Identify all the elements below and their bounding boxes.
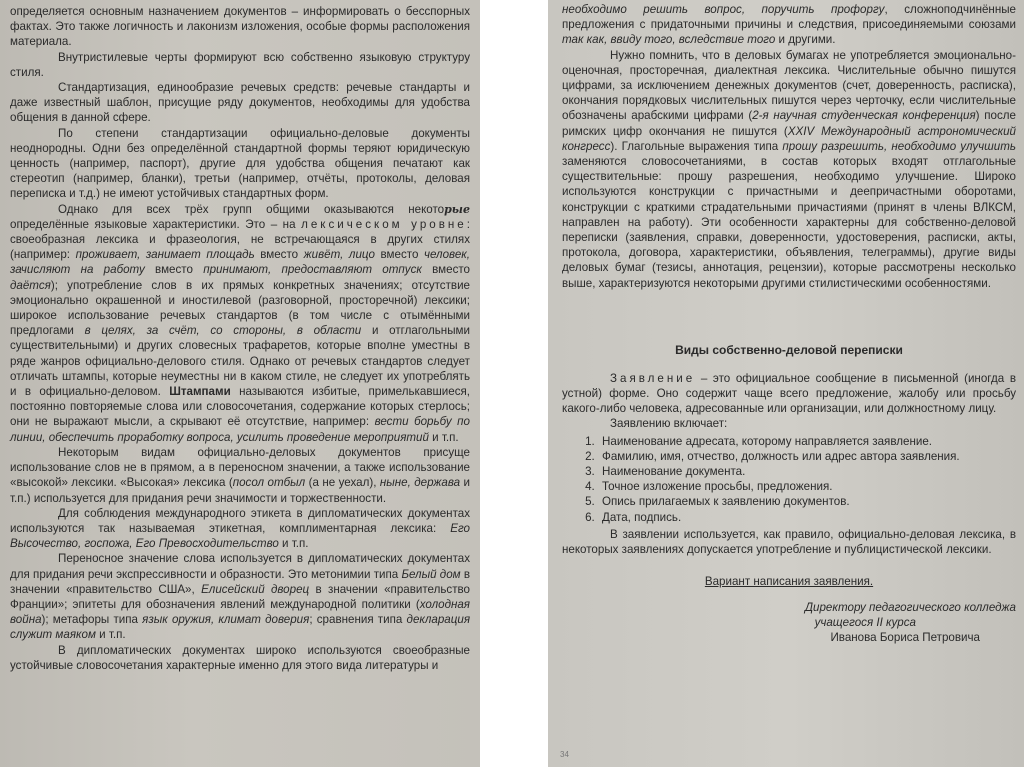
text-run: в целях, за счёт, со стороны, в области [84,324,362,338]
section-heading: Виды собственно-деловой переписки [675,342,903,357]
text-run: Белый дом [401,567,461,581]
text-run: (а не уехал), [305,476,380,490]
paragraph [562,2,1016,48]
text-run: и отглагольными существительными) и других словесных трафаретов, которые вполне уместны в ряде жанров официально-делового стиля. Однако от речевых стандартов следует отличать штампы, которые неуместны ни в каком стиле, не следует их употреблять и в официально-деловом. [10,324,470,399]
text-run: и т.п. [428,430,459,444]
page-number: 34 [560,750,569,759]
text-run: даётся [10,278,51,292]
text-run: : своеобразная лексика и фразеология, не встречающаяся в других стилях (например: [10,217,470,262]
list-item: 2. Фамилию, имя, отчество, должность или адрес автора заявления. [598,449,1016,464]
text-run: Для соблюдения международного этикета в дипломатических документах используются так называемая этикетная, комплиментарная лексика: [10,506,470,535]
list-item: 5. Опись прилагаемых к заявлению документов. [598,494,1016,509]
text-run: заменяются словосочетаниями, в состав которых входят отглагольные существительные: прошу разрешения, необходимо улучшение. Широко используются конструкции с причастными и деепричастными оборотами, конструкции с краткими страдательными причастиями (принят в члены ВЛКСМ, направлен на работу). Эти особенности характерны для собственно-деловой переписки (заявления, справки, доверенности, удостоверения, расписки, акты, протокола, договора, характеристики, объявления, телеграммы), другие виды деловых бумаг (тезисы, аннотация, рецензии), которые рассмотрены несколько выше, характеризуются некоторыми другими стилистическими особенностями. [562,155,1016,290]
left-page [0,0,480,767]
paragraph [562,48,1016,291]
text-run: декларация служит маяком [10,613,471,642]
definition-term: Заявление [610,371,696,385]
text-run: Однако для всех трёх групп общими оказываются некото [58,202,445,216]
text-run: вести борьбу по линии, обеспечить проработку вопроса, усилить проведение мероприятий [10,415,470,444]
text-run: ныне, держава [379,476,461,490]
paragraph [10,551,470,642]
list-intro: Заявлению включает: [610,417,728,431]
text-run: В дипломатических документах широко используются своеобразные устойчивые словосочетания характерные именно для этого вида литературы и [10,643,470,672]
text-run: холодная война [10,597,470,627]
requirements-list [562,434,1016,525]
text-run: Стандартизация, единообразие речевых средств: речевые стандарты и даже известный шаблон, присущие ряду документов, необходимы для удобства общения в данной сфере. [10,81,470,125]
definition-text: – это официальное сообщение в письменной (иногда в устной) форме. Оно содержит чаще всего предложение, жалобу или просьбу какого-либо человека, адресованные или организации, или должностному лицу. [562,371,1016,416]
text-run: Штампами [169,385,231,399]
paragraph [10,126,470,202]
text-run: Елисейский дворец [201,582,310,596]
text-run: язык оружия, климат доверия [142,613,310,627]
signature-block [562,600,1016,645]
text-run: посол отбыл [232,476,306,490]
text-run: определённые языковые характеристики. Это – на [10,217,302,231]
text-run: и т.п.) используется для придания речи значимости и торжественности. [10,476,471,505]
paragraph [10,445,470,506]
paragraph [10,4,470,50]
text-run: и т.п. [278,537,309,551]
list-item: 4. Точное изложение просьбы, предложения. [598,479,1016,494]
text-run: и другими. [775,33,836,47]
text-run: прошу разрешить, необходимо улучшить [782,139,1016,153]
text-run: ). Глагольные выражения типа [610,139,783,153]
right-page-text [562,2,1016,291]
text-run: так как, ввиду того, вследствие того [562,33,776,47]
paragraph [10,50,470,80]
text-run: рые [444,202,470,216]
paragraph [10,80,470,126]
text-run: необходимо решить вопрос, поручить профоргу [562,3,885,16]
text-run: Переносное значение слова используется в дипломатических документах для придания речи экспрессивности и образности. Это метонимии типа [10,552,470,581]
text-run: живёт, лицо [303,248,375,262]
list-item: 3. Наименование документа. [598,464,1016,479]
definition-paragraph [562,371,1016,417]
text-run: Внутристилевые черты формируют всю собственно языковую структуру стиля. [10,50,470,79]
signature-line-2: учащегося II курса [814,616,916,630]
paragraph [10,643,470,673]
list-item: 1. Наименование адресата, которому направляется заявление. [598,434,1016,449]
text-run: ); употребление слов в их прямых конкретных значениях; отсутствие эмоционально окрашенной и иностилевой (разговорной, просторечной) лексики; широкое использование речевых стандартов (в том числе с отымёнными предлогами [10,278,470,338]
text-run: лексическом уровне [301,217,467,231]
text-run: По степени стандартизации официально-деловые документы неоднородны. Одни без определённой стандартной формы теряют юридическую ценность (например, паспорт), другие для удобства общения печатают как стереотип (например, бланки), третьи (например, отчёты, протоколы, деловая переписка и т.д.) не имеют устойчивых стандартных форм. [10,126,470,201]
text-run: определяется основным назначением документов – информировать о бесспорных фактах. Это также логичность и лаконизм изложения, особые формы расположения материала. [10,5,470,49]
text-run: принимают, предоставляют отпуск [203,263,422,277]
signature-line-1: Директору педагогического колледжа [804,601,1016,615]
text-run: называются избитые, примелькавшиеся, постоянно повторяемые слова или словосочетания, содержание которых стерлось; они не выражают мысли, а скрывают её отсутствие, например: [10,385,470,429]
text-run: человек, зачисляют на работу [10,248,470,277]
text-run: ) после римских цифр окончания не пишутся ( [562,109,1016,138]
text-run: , сложноподчинённые предложения с придаточными причины и следствия, присоединяемыми союзами [562,3,1017,32]
text-run: в значении «правительство США», [10,567,470,596]
text-run: 2-я научная студенческая конференция [752,109,976,123]
text-run: проживает, занимает площадь [75,248,255,262]
closing-paragraph: В заявлении используется, как правило, официально-деловая лексика, в некоторых заявлениях допускается употребление и публицистической лексики. [562,527,1016,557]
text-run: Его Высочество, госпожа, Его Превосходительство [10,521,470,551]
signature-line-3: Иванова Бориса Петровича [830,631,980,645]
text-run: вместо [421,263,470,277]
right-page [548,0,1024,767]
text-run: ; сравнения типа [309,613,407,627]
text-run: Нужно помнить, что в деловых бумагах не употребляется эмоционально-оценочная, просторечная, диалектная лексика. Числительные обычно пишутся цифрами, за исключением денежных документов (счет, доверенность, расписка), окончания порядковых числительных пишутся через черточку, если числительные обозначены арабскими цифрами ( [562,48,1016,123]
paragraph [10,506,470,552]
left-page-text [10,4,470,673]
text-run: вместо [374,248,424,262]
list-item: 6. Дата, подпись. [598,510,1016,525]
text-run: и т.п. [95,628,126,642]
text-run: ); метафоры типа [41,613,143,627]
text-run: вместо [144,263,204,277]
text-run: XXIV Международный астрономический конгресс [562,124,1016,153]
text-run: вместо [254,248,304,262]
text-run: Некоторым видам официально-деловых документов присуще использование слов не в прямом, а в переносном значении, а также использование «высокой» лексики. «Высокая» лексика ( [10,445,470,490]
paragraph [10,202,470,445]
text-run: в значении «правительство Франции»; эпитеты для обозначения явлений международной политики ( [10,582,470,611]
variant-heading: Вариант написания заявления. [704,575,874,589]
